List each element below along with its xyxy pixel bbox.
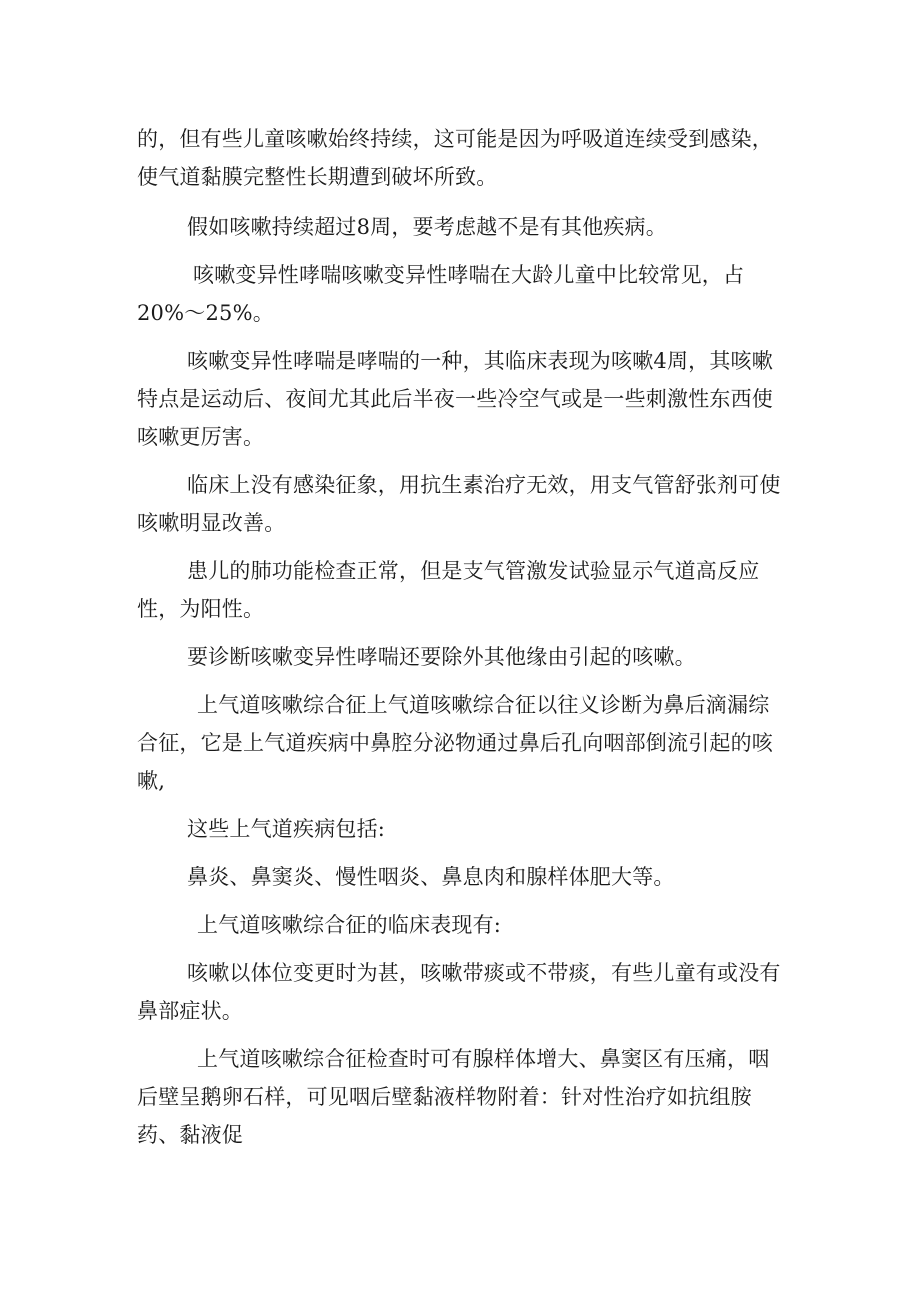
- paragraph-6: 患儿的肺功能检查正常，但是支气管激发试验显示气道高反应性，为阳性。: [137, 559, 760, 621]
- paragraph-7: 要诊断咳嗽变异性哮喘还要除外其他缘由引起的咳嗽。: [187, 645, 696, 669]
- paragraph-13: 上气道咳嗽综合征检查时可有腺样体增大、鼻窦区有压痛，咽后壁呈鹅卵石样，可见咽后壁黏液样物附着：针对性治疗如抗组胺药、黏液促: [137, 1047, 770, 1147]
- paragraph-1: 的，但有些儿童咳嗽始终持续，这可能是因为呼吸道连续受到感染，使气道黏膜完整性长期遭到破坏所致。: [137, 127, 773, 189]
- paragraph-8: 上气道咳嗽综合征上气道咳嗽综合征以往义诊断为鼻后滴漏综合征，它是上气道疾病中鼻腔分泌物通过鼻后孔向咽部倒流引起的咳嗽,: [137, 693, 773, 793]
- paragraph-10: 鼻炎、鼻窦炎、慢性咽炎、鼻息肉和腺样体肥大等。: [187, 865, 675, 889]
- paragraph-2: 假如咳嗽持续超过8周，要考虑越不是有其他疾病。: [187, 215, 667, 239]
- paragraph-3: 咳嗽变异性哮喘咳嗽变异性哮喘在大龄儿童中比较常见，占20%～25%。: [137, 263, 745, 325]
- paragraph-9: 这些上气道疾病包括:: [187, 817, 386, 841]
- paragraph-5: 临床上没有感染征象，用抗生素治疗无效，用支气管舒张剂可使咳嗽明显改善。: [137, 473, 781, 535]
- document-body: [137, 120, 787, 1164]
- paragraph-12: 咳嗽以体位变更时为甚，咳嗽带痰或不带痰，有些儿童有或没有鼻部症状。: [137, 961, 781, 1023]
- paragraph-11: 上气道咳嗽综合征的临床表现有:: [197, 913, 502, 937]
- paragraph-4: 咳嗽变异性哮喘是哮喘的一种，其临床表现为咳嗽4周，其咳嗽特点是运动后、夜间尤其此后半夜一些冷空气或是一些刺激性东西使咳嗽更厉害。: [137, 349, 773, 449]
